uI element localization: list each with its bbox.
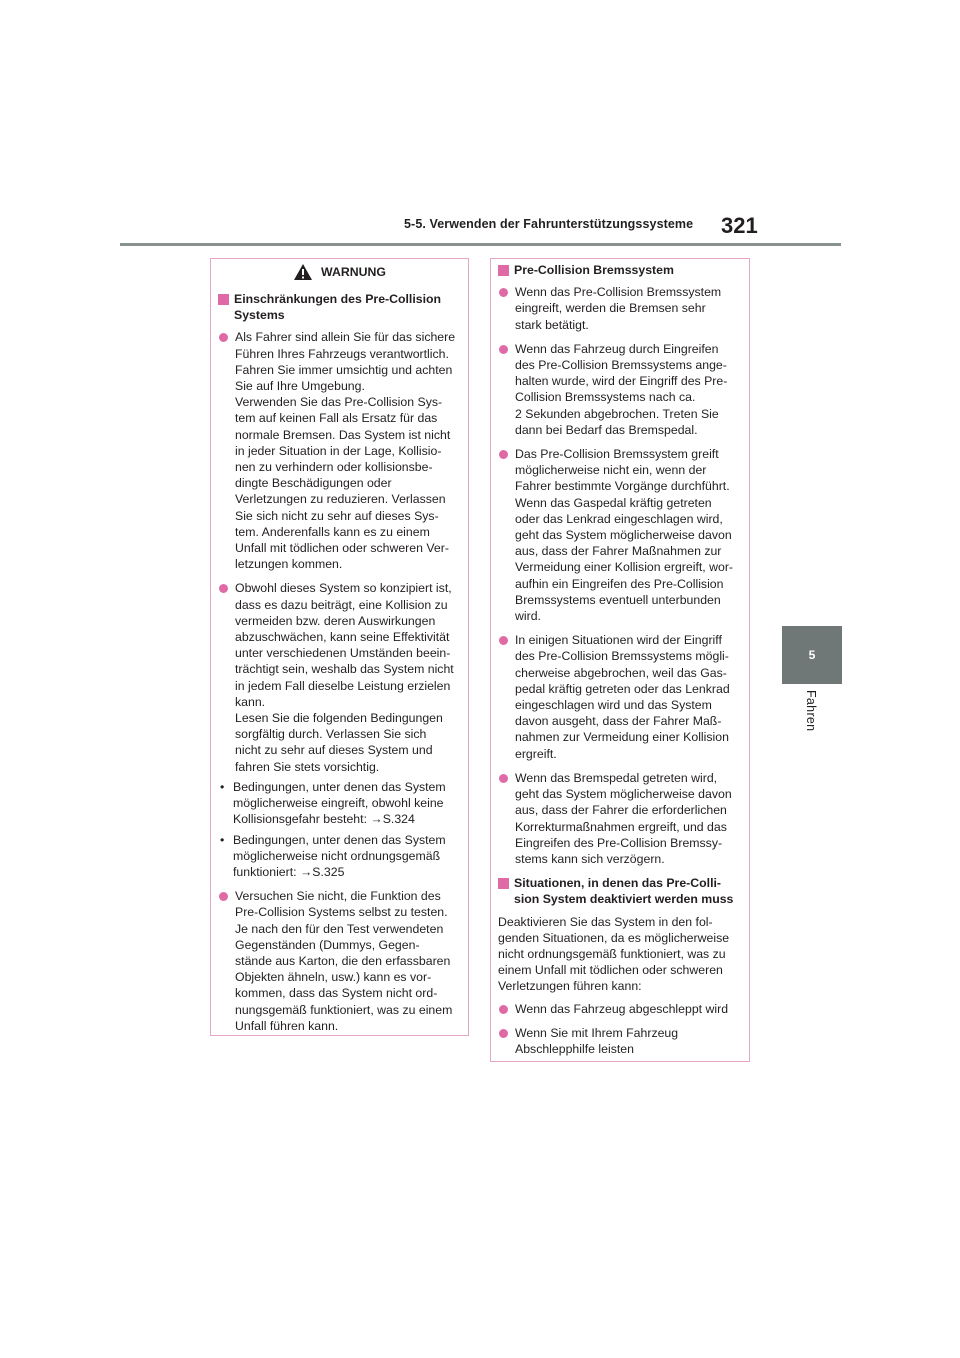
list-item: Wenn das Pre-Collision Bremssystem eingreift, werden die Bremsen sehr stark betätigt.: [498, 284, 739, 333]
round-bullet-icon: [499, 345, 508, 354]
warning-heading: Einschränkungen des Pre-Collision Systems: [218, 291, 458, 323]
round-bullet-icon: [219, 584, 228, 593]
list-item: Versuchen Sie nicht, die Funktion des Pre-Collision Systems selbst zu testen. Je nach den für den Test verwendeten Gegenständen (Dummys, Gegen- stände aus Karton, die den erfassbaren Objekten ähneln, usw.) kann es vor- kommen, dass das System nicht ord- nungsgemäß funktioniert, was zu einem Unfall führen kann.: [218, 888, 458, 1034]
list-item: Wenn das Fahrzeug abgeschleppt wird: [498, 1001, 739, 1017]
chapter-number: 5: [808, 648, 816, 662]
square-bullet-icon: [218, 294, 229, 305]
info-heading: Pre-Collision Bremssystem: [498, 262, 739, 278]
section-title: 5-5. Verwenden der Fahrunterstützungssysteme: [404, 217, 694, 231]
dash-item: • Bedingungen, unter denen das System möglicherweise eingreift, obwohl keine Kollisionsgefahr besteht: →S.324: [220, 779, 446, 827]
round-bullet-icon: [499, 774, 508, 783]
round-bullet-icon: [499, 636, 508, 645]
chapter-tab: [782, 626, 842, 684]
list-item: Obwohl dieses System so konzipiert ist, dass es dazu beiträgt, eine Kollision zu vermeiden bzw. deren Auswirkungen abzuschwächen, kann seine Effektivität unter verschiedenen Umständen beein- trächtigt sein, weshalb das System nicht in jedem Fall dieselbe Leistung erzielen kann. Lesen Sie die folgenden Bedingungen sorgfältig durch. Verlassen Sie sich nicht zu sehr auf dieses System und fahren Sie stets vorsichtig.: [218, 580, 458, 774]
warning-triangle-icon: [293, 263, 313, 281]
info-paragraph: Deaktivieren Sie das System in den fol- genden Situationen, da es möglicherweise nicht ordnungsgemäß funktioniert, was zu einem Unfall mit tödlichen oder schweren Verletzungen führen kann:: [498, 914, 730, 994]
list-item: Als Fahrer sind allein Sie für das sichere Führen Ihres Fahrzeugs verantwortlich. Fahren Sie immer umsichtig und achten Sie auf Ihre Umgebung. Verwenden Sie das Pre-Collision Sys- tem auf keinen Fall als Ersatz für das normale Bremsen. Das System ist nicht in jeder Situation in der Lage, Kollisio- nen zu verhindern oder kollisionsbe- dingte Beschädigungen oder Verletzungen zu reduzieren. Verlassen Sie sich nicht zu sehr auf dieses Sys- tem. Anderenfalls kann es zu einem Unfall mit tödlichen oder schweren Ver- letzungen kommen.: [218, 329, 458, 572]
info-box: [490, 258, 750, 1062]
dash-item: • Bedingungen, unter denen das System möglicherweise nicht ordnungsgemäß funktioniert: →S.325: [220, 832, 446, 879]
list-item: Wenn Sie mit Ihrem Fahrzeug Abschlepphilfe leisten: [498, 1025, 739, 1057]
round-bullet-icon: [219, 892, 228, 901]
warning-box: [210, 258, 469, 1036]
square-bullet-icon: [498, 265, 509, 276]
round-bullet-icon: [219, 333, 228, 342]
list-item: Das Pre-Collision Bremssystem greift möglicherweise nicht ein, wenn der Fahrer bestimmte Vorgänge durchführt. Wenn das Gaspedal kräftig getreten oder das Lenkrad eingeschlagen wird, geht das System möglicherweise davon aus, dass der Fahrer Maßnahmen zur Vermeidung einer Kollision ergreift, wor- aufhin ein Eingreifen des Pre-Collision Bremssystems eventuell unterbunden wird.: [498, 446, 739, 624]
list-item: Wenn das Bremspedal getreten wird, geht das System möglicherweise davon aus, dass der Fahrer die erforderlichen Korrekturmaßnahmen ergreift, und das Eingreifen des Pre-Collision Bremssy- stems kann sich verzögern.: [498, 770, 739, 867]
info-heading: Situationen, in denen das Pre-Colli- sion System deaktiviert werden muss: [498, 875, 739, 907]
chapter-label: Fahren: [804, 690, 818, 732]
round-bullet-icon: [499, 450, 508, 459]
round-bullet-icon: [499, 1029, 508, 1038]
header-divider: [120, 243, 841, 246]
list-item: Wenn das Fahrzeug durch Eingreifen des Pre-Collision Bremssystems ange- halten wurde, wird der Eingriff des Pre- Collision Bremssystems nach ca. 2 Sekunden abgebrochen. Treten Sie dann bei Bedarf das Bremspedal.: [498, 341, 739, 438]
page-number: 321: [721, 213, 758, 238]
round-bullet-icon: [499, 288, 508, 297]
round-bullet-icon: [499, 1005, 508, 1014]
warning-header: [211, 259, 468, 285]
list-item: In einigen Situationen wird der Eingriff des Pre-Collision Bremssystems mögli- cherweise abgebrochen, weil das Gas- pedal kräftig getreten oder das Lenkrad eingeschlagen wird und das System davon ausgeht, dass der Fahrer Maß- nahmen zur Vermeidung einer Kollision ergreift.: [498, 632, 739, 762]
square-bullet-icon: [498, 878, 509, 889]
warning-label: WARNUNG: [321, 264, 386, 279]
